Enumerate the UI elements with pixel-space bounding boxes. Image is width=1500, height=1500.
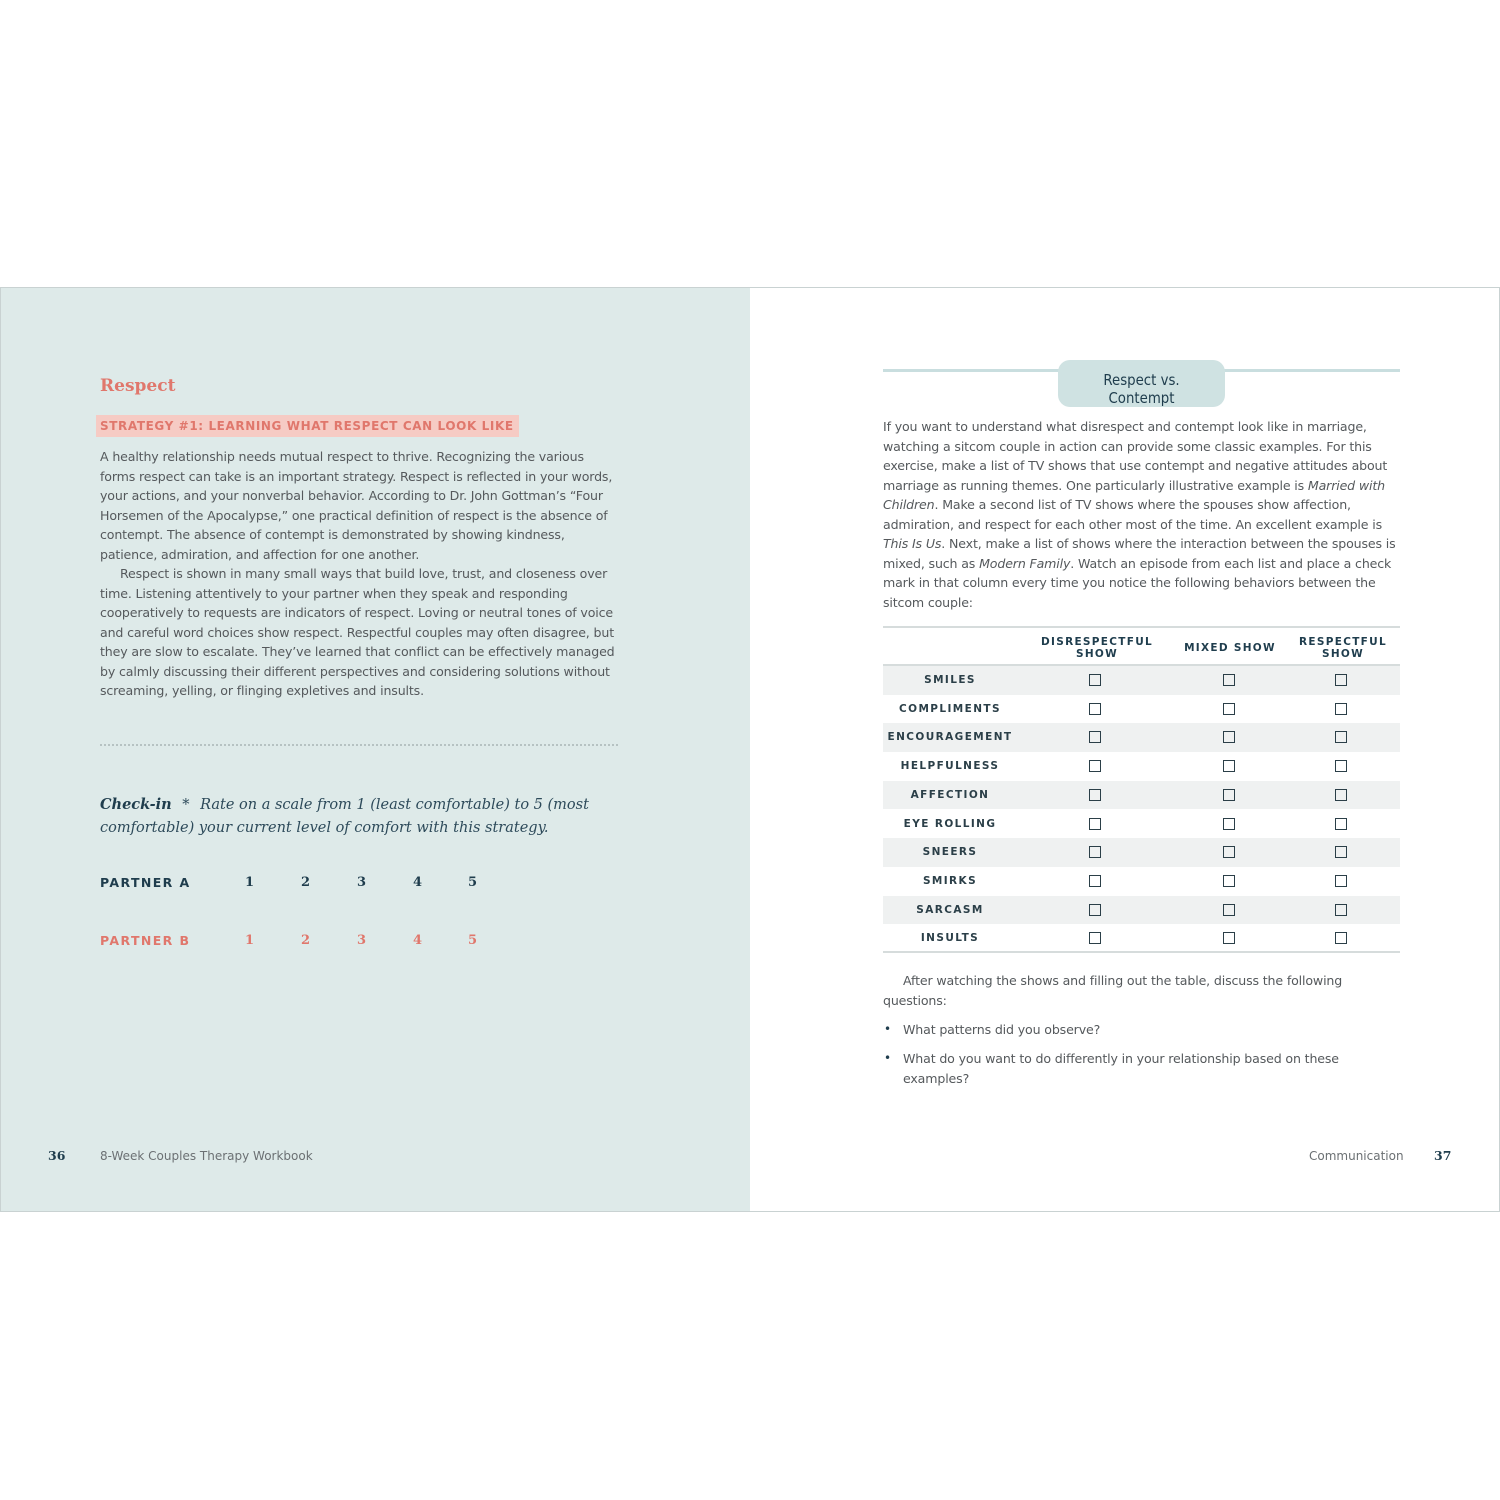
checkbox-disrespectful[interactable] (1089, 760, 1101, 772)
checkbox-disrespectful[interactable] (1089, 904, 1101, 916)
checkin-label: Check-in (100, 796, 172, 813)
table-row (883, 810, 1400, 839)
checkbox-respectful[interactable] (1335, 760, 1347, 772)
behavior-label: EYE ROLLING (903, 817, 997, 830)
partner-a-rating-3[interactable]: 3 (357, 875, 367, 890)
column-header-line: DISRESPECTFUL (1040, 636, 1154, 648)
strategy-heading: STRATEGY #1: LEARNING WHAT RESPECT CAN LOOK LIKE (96, 415, 519, 437)
partner-b-rating-3[interactable]: 3 (357, 933, 367, 948)
partner-a-rating-1[interactable]: 1 (245, 875, 255, 890)
checkbox-mixed[interactable] (1223, 703, 1235, 715)
table-row (883, 752, 1400, 781)
question-bullet (883, 1049, 1353, 1088)
intro-text: . Next, make a list of shows where the interaction between the spouses is mixed, such as (883, 536, 1396, 571)
partner-a-label: PARTNER A (100, 875, 191, 890)
checkbox-disrespectful[interactable] (1089, 703, 1101, 715)
behavior-label: ENCOURAGEMENT (887, 731, 1013, 744)
checkbox-respectful[interactable] (1335, 674, 1347, 686)
column-header-disrespectful (1027, 636, 1167, 660)
table-bottom-rule (883, 951, 1400, 953)
checkbox-disrespectful[interactable] (1089, 674, 1101, 686)
checkbox-respectful[interactable] (1335, 932, 1347, 944)
body-text (100, 447, 620, 701)
checkbox-respectful[interactable] (1335, 875, 1347, 887)
after-text: After watching the shows and filling out the table, discuss the following questions: (883, 973, 1343, 1008)
intro-text: If you want to understand what disrespect and contempt look like in marriage, watching a sitcom couple in action can provide some classic examples. For this exercise, make a list of TV shows that use contempt and negative attitudes about marriage as running themes. One particularly illustrative example is (883, 419, 1388, 493)
column-header-respectful (1288, 636, 1398, 660)
right-page (750, 288, 1499, 1211)
question-text: What do you want to do differently in your relationship based on these examples? (903, 1051, 1339, 1086)
intro-text: . Make a second list of TV shows where the spouses show affection, admiration, and respect for each other most of the time. An excellent example is (883, 497, 1382, 532)
section-title: Respect (100, 376, 176, 396)
checkbox-mixed[interactable] (1223, 932, 1235, 944)
table-row (883, 781, 1400, 810)
partner-b-rating-1[interactable]: 1 (245, 933, 255, 948)
checkbox-mixed[interactable] (1223, 875, 1235, 887)
checkin-separator: * (182, 797, 190, 813)
partner-a-rating-4[interactable]: 4 (413, 875, 423, 890)
checkbox-respectful[interactable] (1335, 789, 1347, 801)
exercise-intro (883, 417, 1403, 612)
column-header-mixed (1165, 642, 1295, 654)
checkin-text: Rate on a scale from 1 (least comfortable) to 5 (most comfortable) your current level of comfort with this strategy. (100, 797, 589, 836)
checkbox-disrespectful[interactable] (1089, 789, 1101, 801)
page-number-left: 36 (48, 1148, 66, 1163)
table-top-rule (883, 626, 1400, 628)
checkbox-mixed[interactable] (1223, 904, 1235, 916)
checkbox-mixed[interactable] (1223, 818, 1235, 830)
behavior-label: HELPFULNESS (900, 760, 1000, 773)
show-title: Modern Family (979, 555, 1071, 571)
checkbox-disrespectful[interactable] (1089, 731, 1101, 743)
partner-b-label: PARTNER B (100, 933, 191, 948)
show-title: This Is Us (883, 536, 942, 551)
behavior-label: SMILES (924, 674, 976, 686)
left-page (1, 288, 750, 1211)
partner-b-rating-4[interactable]: 4 (413, 933, 423, 948)
checkbox-respectful[interactable] (1335, 846, 1347, 858)
book-spread (0, 287, 1500, 1212)
column-header-line: SHOW (1075, 648, 1119, 660)
table-row (883, 924, 1400, 953)
table-row (883, 666, 1400, 695)
checkbox-respectful[interactable] (1335, 904, 1347, 916)
show-title: Married with Children (883, 477, 1385, 512)
behavior-label: AFFECTION (910, 788, 990, 801)
box-title: Respect vs. Contempt (1103, 371, 1180, 407)
checkbox-mixed[interactable] (1223, 731, 1235, 743)
partner-b-rating-5[interactable]: 5 (468, 933, 478, 948)
behavior-label: INSULTS (920, 932, 980, 945)
checkbox-disrespectful[interactable] (1089, 846, 1101, 858)
table-row (883, 867, 1400, 896)
behavior-label: SNEERS (922, 846, 978, 859)
behavior-label: SMIRKS (922, 874, 978, 887)
running-footer-left: 8-Week Couples Therapy Workbook (100, 1149, 313, 1163)
table-row (883, 896, 1400, 925)
behavior-label: COMPLIMENTS (899, 702, 1001, 715)
partner-a-rating-5[interactable]: 5 (468, 875, 478, 890)
dotted-divider (100, 744, 618, 746)
table-row (883, 838, 1400, 867)
checkbox-respectful[interactable] (1335, 818, 1347, 830)
checkbox-disrespectful[interactable] (1089, 875, 1101, 887)
column-header-line: RESPECTFUL (1299, 636, 1387, 648)
checkbox-mixed[interactable] (1223, 674, 1235, 686)
checkbox-disrespectful[interactable] (1089, 932, 1101, 944)
question-bullet (883, 1020, 1353, 1040)
checkbox-respectful[interactable] (1335, 703, 1347, 715)
bullet-icon: • (884, 1051, 891, 1065)
bullet-icon: • (884, 1022, 891, 1036)
page-number-right: 37 (1434, 1148, 1452, 1163)
checkbox-mixed[interactable] (1223, 846, 1235, 858)
body-paragraph: Respect is shown in many small ways that build love, trust, and closeness over time. Listening attentively to your partner when they speak and responding cooperatively to requests are indicators of respect. Loving or neutral tones of voice and careful word choices show respect. Respectful couples may often disagree, but they are slow to escalate. They’ve learned that conflict can be effectively managed by calmly discussing their different perspectives and considering solutions without screaming, yelling, or flinging expletives and insults. (100, 566, 615, 698)
column-header-line: MIXED SHOW (1184, 642, 1276, 654)
checkbox-mixed[interactable] (1223, 760, 1235, 772)
running-footer-right: Communication (1309, 1149, 1404, 1163)
table-row (883, 723, 1400, 752)
checkbox-respectful[interactable] (1335, 731, 1347, 743)
checkin-prompt (100, 793, 620, 840)
table-row (883, 695, 1400, 724)
checkbox-mixed[interactable] (1223, 789, 1235, 801)
question-text: What patterns did you observe? (903, 1022, 1101, 1037)
partner-b-rating-2[interactable]: 2 (301, 933, 311, 948)
checkbox-disrespectful[interactable] (1089, 818, 1101, 830)
column-header-line: SHOW (1321, 648, 1365, 660)
partner-a-rating-2[interactable]: 2 (301, 875, 311, 890)
body-paragraph: A healthy relationship needs mutual respect to thrive. Recognizing the various forms respect can take is an important strategy. Respect is reflected in your words, your actions, and your nonverbal behavior. According to Dr. John Gottman’s “Four Horsemen of the Apocalypse,” one practical definition of respect is the absence of contempt. The absence of contempt is demonstrated by showing kindness, patience, admiration, and affection for one another. (100, 449, 613, 562)
intro-text: . Watch an episode from each list and place a check mark in that column every time you notice the following behaviors between the sitcom couple: (883, 555, 1392, 610)
behavior-label: SARCASM (916, 903, 984, 916)
